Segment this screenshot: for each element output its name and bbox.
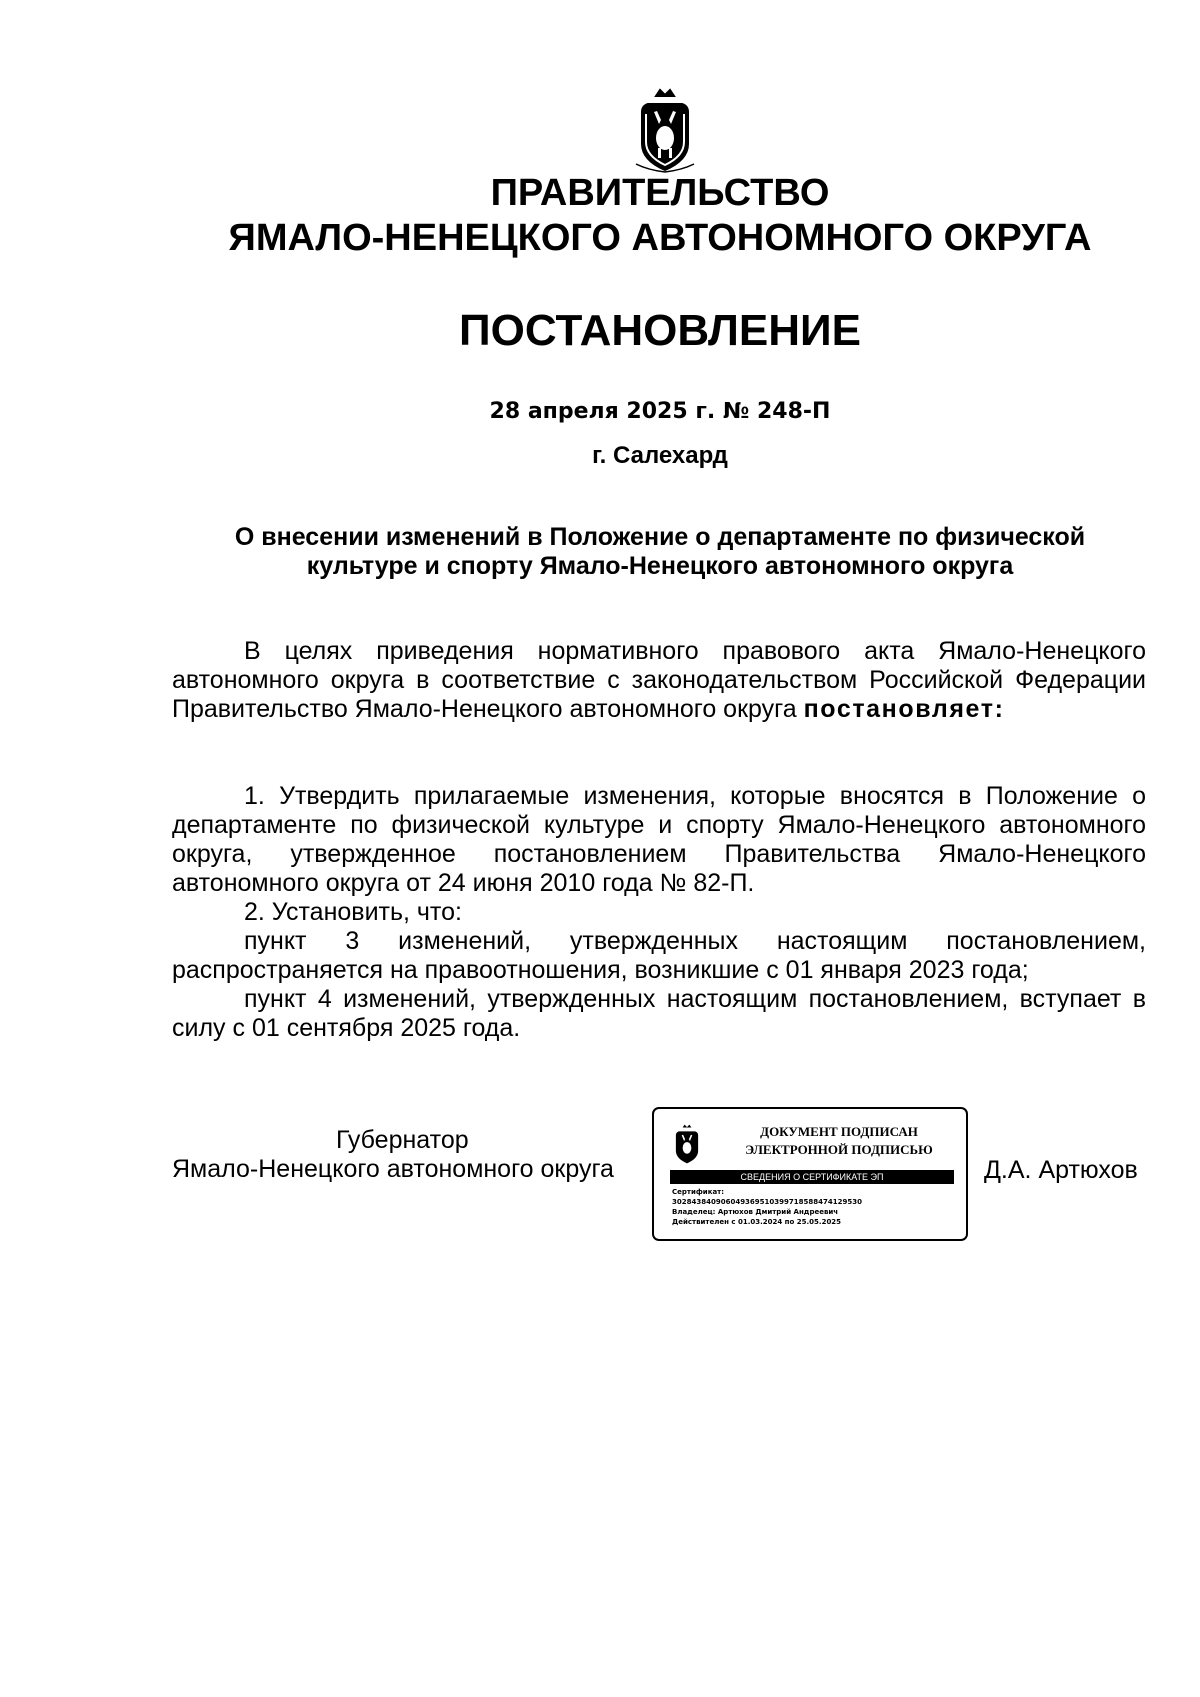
item-2-point-3-paragraph: пункт 3 изменений, утвержденных настоящим постановлением, распространяется на правоотношения, возникшие с 01 января 2023 года; [172,927,1146,984]
government-name-line1: ПРАВИТЕЛЬСТВО [490,172,830,214]
stamp-certificate-value: 302843840906049369510399718588474129530 [672,1198,862,1206]
electronic-signature-stamp [652,1107,968,1241]
signatory-position-line1: Губернатор [336,1126,469,1154]
item-2-paragraph: 2. Установить, что: [244,898,462,926]
document-type-heading: ПОСТАНОВЛЕНИЕ [458,306,862,355]
item-1-paragraph: 1. Утвердить прилагаемые изменения, которые вносятся в Положение о департаменте по физической культуре и спорту Ямало-Ненецкого автономного округа, утвержденное постановлением Правительства Ямало-Ненецкого автономного округа от 24 июня 2010 года № 82-П. [172,782,1146,897]
signatory-position-line2: Ямало-Ненецкого автономного округа [172,1155,614,1183]
stamp-certificate-info [672,1187,962,1227]
item-2-point-4-paragraph: пункт 4 изменений, утвержденных настоящим постановлением, вступает в силу с 01 сентября 2025 года. [172,985,1146,1042]
stamp-title-line2: ЭЛЕКТРОННОЙ ПОДПИСЬЮ [745,1142,933,1157]
document-date-number: 28 апреля 2025 г. № 248-П [489,399,831,424]
signer-name: Д.А. Артюхов [984,1156,1138,1184]
stamp-title [714,1123,964,1159]
document-city: г. Салехард [592,442,728,469]
preamble-text: В целях приведения нормативного правового акта Ямало-Ненецкого автономного округа в соответствие с законодательством Российской Федерации Правительство Ямало-Ненецкого автономного округа [172,637,1146,723]
preamble-verb: постановляет: [803,695,1005,723]
stamp-owner: Владелец: Артюхов Дмитрий Андреевич [672,1208,839,1216]
stamp-certificate-bar: СВЕДЕНИЯ О СЕРТИФИКАТЕ ЭП [670,1170,954,1184]
coat-of-arms-icon [672,1122,702,1166]
coat-of-arms-icon [634,86,696,174]
document-subject: О внесении изменений в Положение о департаменте по физической культуре и спорту Ямало-Ненецкого автономного округа [234,523,1086,580]
stamp-validity: Действителен с 01.03.2024 по 25.05.2025 [672,1218,842,1226]
stamp-certificate-label: Сертификат: [672,1188,725,1196]
stamp-title-line1: ДОКУМЕНТ ПОДПИСАН [760,1124,918,1139]
signatory-position [172,1126,642,1184]
government-name-line2: ЯМАЛО-НЕНЕЦКОГО АВТОНОМНОГО ОКРУГА [228,217,1092,259]
preamble-paragraph [172,637,1146,724]
